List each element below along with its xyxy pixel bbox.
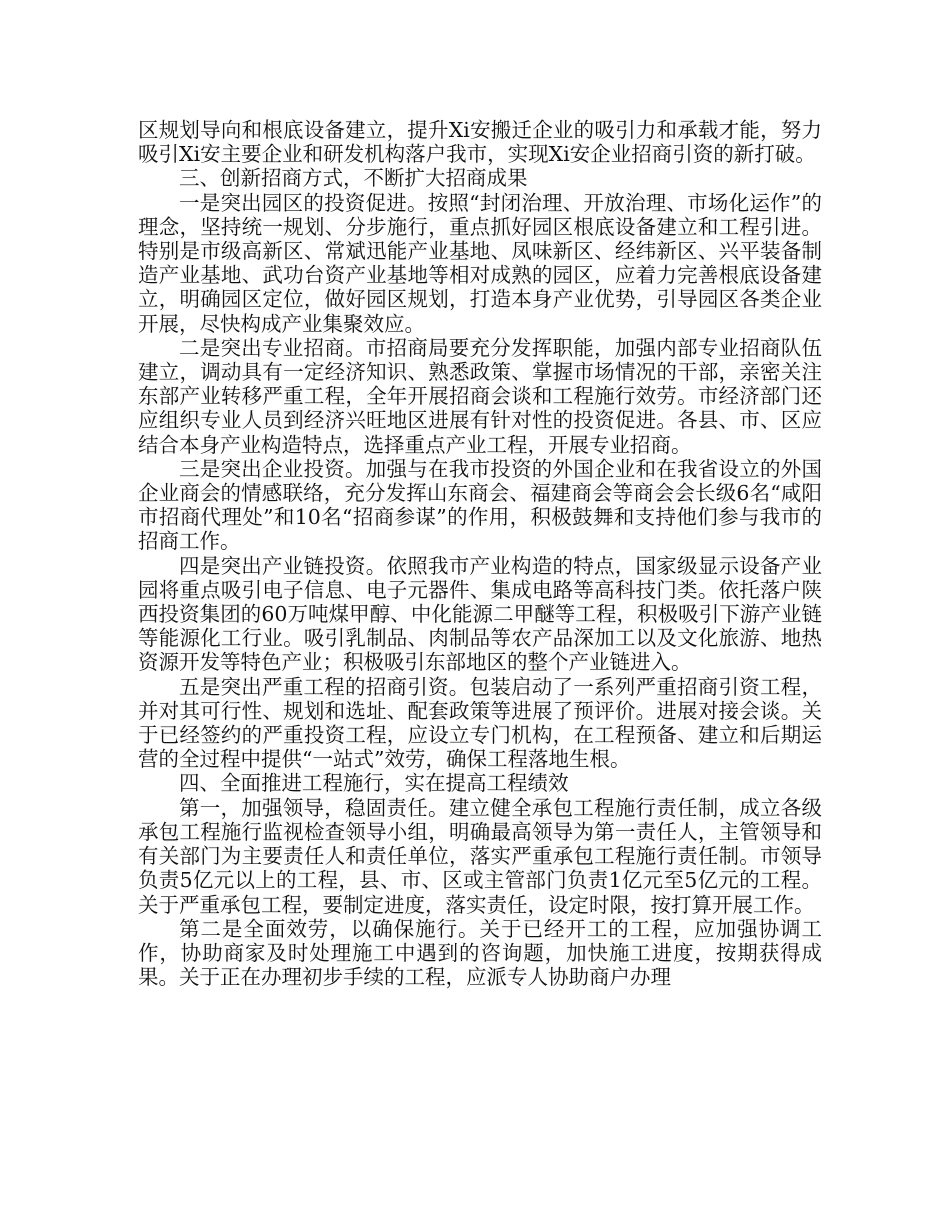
- section-heading-3: 三、创新招商方式，不断扩大招商成果: [179, 166, 528, 191]
- paragraph-major-projects: 五是突出严重工程的招商引资。包装启动了一系列严重招商引资工程，并对其可行性、规划和选址、配套政策等进展了预评价。进展对接会谈。关于已经签约的严重投资工程，应设立专门机构，在工程预备、建立和后期运营的全过程中提供“一站式”效劳，确保工程落地生根。: [138, 674, 822, 772]
- paragraph-industry-chain: 四是突出产业链投资。依照我市产业构造的特点，国家级显示设备产业园将重点吸引电子信息、电子元器件、集成电路等高科技门类。依托落户陕西投资集团的60万吨煤甲醇、中化能源二甲醚等工程，积极吸引下游产业链等能源化工行业。吸引乳制品、肉制品等农产品深加工以及文化旅游、地热资源开发等特色产业；积极吸引东部地区的整个产业链进入。: [138, 553, 822, 675]
- paragraph-leadership: 第一，加强领导，稳固责任。建立健全承包工程施行责任制，成立各级承包工程施行监视检查领导小组，明确最高领导为第一责任人，主管领导和有关部门为主要责任人和责任单位，落实严重承包工程施行责任制。市领导负责5亿元以上的工程，县、市、区或主管部门负责1亿元至5亿元的工程。关于严重承包工程，要制定进度，落实责任，设定时限，按打算开展工作。: [138, 795, 822, 917]
- document-body: [138, 118, 822, 989]
- paragraph-service: 第二是全面效劳，以确保施行。关于已经开工的工程，应加强协调工作，协助商家及时处理施工中遇到的咨询题，加快施工进度，按期获得成果。关于正在办理初步手续的工程，应派专人协助商户办理: [138, 916, 822, 990]
- paragraph-park-investment: 一是突出园区的投资促进。按照“封闭治理、开放治理、市场化运作”的理念，坚持统一规划、分步施行，重点抓好园区根底设备建立和工程引进。特别是市级高新区、常斌迅能产业基地、凤味新区、经纬新区、兴平装备制造产业基地、武功台资产业基地等相对成熟的园区，应着力完善根底设备建立，明确园区定位，做好园区规划，打造本身产业优势，引导园区各类企业开展，尽快构成产业集聚效应。: [138, 190, 822, 336]
- paragraph-continued: 区规划导向和根底设备建立，提升Xi安搬迁企业的吸引力和承载才能，努力吸引Xi安主要企业和研发机构落户我市，实现Xi安企业招商引资的新打破。: [138, 118, 822, 167]
- paragraph-enterprise-investment: 三是突出企业投资。加强与在我市投资的外国企业和在我省设立的外国企业商会的情感联络，充分发挥山东商会、福建商会等商会会长级6名“咸阳市招商代理处”和10名“招商参谋”的作用，积极鼓舞和支持他们参与我市的招商工作。: [138, 456, 822, 554]
- section-heading-4: 四、全面推进工程施行，实在提高工程绩效: [179, 771, 569, 796]
- paragraph-professional-investment: 二是突出专业招商。市招商局要充分发挥职能，加强内部专业招商队伍建立，调动具有一定经济知识、熟悉政策、掌握市场情况的干部，亲密关注东部产业转移严重工程，全年开展招商会谈和工程施行效劳。市经济部门还应组织专业人员到经济兴旺地区进展有针对性的投资促进。各县、市、区应结合本身产业构造特点，选择重点产业工程，开展专业招商。: [138, 335, 822, 457]
